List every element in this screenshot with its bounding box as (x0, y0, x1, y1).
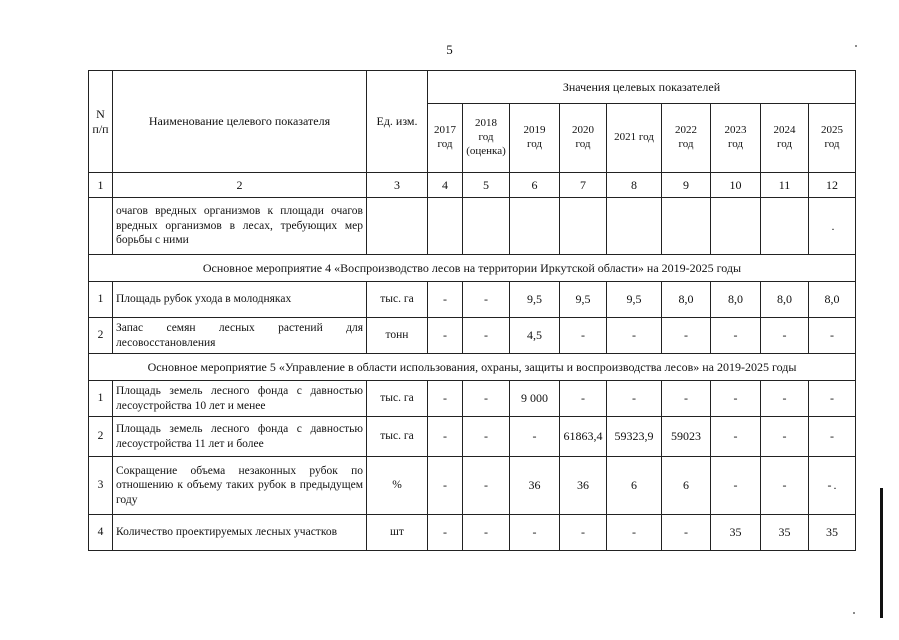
header-values: Значения целевых показателей (428, 71, 856, 104)
indicator-value (428, 381, 463, 417)
indicator-value (607, 515, 662, 551)
column-number: 5 (463, 173, 510, 198)
indicator-value (711, 417, 761, 457)
indicator-value (560, 515, 607, 551)
indicator-unit: % (367, 457, 428, 515)
indicator-value (809, 282, 856, 318)
column-number: 1 (89, 173, 113, 198)
section-row (89, 354, 856, 381)
value-text: - (684, 391, 688, 405)
indicator-value (463, 417, 510, 457)
indicator-value (809, 198, 856, 255)
header-year (560, 104, 607, 173)
indicator-value (428, 318, 463, 354)
indicator-value (510, 417, 560, 457)
column-number: 4 (428, 173, 463, 198)
header-year (809, 104, 856, 173)
indicator-value (711, 515, 761, 551)
header-name: Наименование целевого показателя (113, 71, 367, 173)
row-number: 2 (89, 318, 113, 354)
header-year (510, 104, 560, 173)
indicator-value (560, 457, 607, 515)
column-number: 6 (510, 173, 560, 198)
value-text: - (632, 391, 636, 405)
indicator-value (809, 457, 856, 515)
value-text: - (443, 292, 447, 306)
value-text: 4,5 (527, 328, 542, 342)
value-text: - (581, 525, 585, 539)
value-text: - (443, 478, 447, 492)
year-suffix: год (678, 138, 694, 150)
value-text: - (733, 478, 738, 492)
value-text: - (782, 478, 787, 492)
year-label: 2023 (724, 124, 747, 137)
trailing-mark: . (831, 218, 835, 233)
indicator-value (809, 381, 856, 417)
indicator-value (510, 457, 560, 515)
year-label: 2019 (523, 124, 546, 137)
value-text: - (827, 478, 832, 492)
year-suffix: год (776, 138, 793, 150)
value-text: - (484, 525, 488, 539)
row-number: 1 (89, 381, 113, 417)
section-title: Основное мероприятие 4 «Воспроизводство лесов на территории Иркутской области» на 2019-2025 годы (89, 255, 856, 282)
indicator-value (560, 318, 607, 354)
indicator-value (662, 381, 711, 417)
indicator-value (428, 198, 463, 255)
indicator-value (711, 318, 761, 354)
indicator-unit: тыс. га (367, 282, 428, 318)
header-year (711, 104, 761, 173)
indicator-value (662, 282, 711, 318)
header-year (761, 104, 809, 173)
page-edge-bar (880, 488, 883, 618)
scan-speck (853, 612, 855, 614)
indicator-name: Площадь земель лесного фонда с давностью лесоустройства 10 лет и менее (113, 381, 367, 417)
indicator-name: Сокращение объема незаконных рубок по отношению к объему таких рубок в предыдущем году (113, 457, 367, 515)
year-suffix: год (526, 138, 543, 150)
indicator-value (711, 198, 761, 255)
value-text: - (484, 292, 488, 306)
value-text: 36 (577, 478, 589, 492)
indicator-value (761, 417, 809, 457)
year-label: 2020 (572, 124, 594, 137)
value-text: 8,0 (824, 292, 840, 306)
column-number: 10 (711, 173, 761, 198)
indicator-value (809, 318, 856, 354)
indicator-name: очагов вредных организмов к площади очагов вредных организмов в лесах, требующих мер борьбы с ними (113, 198, 367, 255)
value-text: - (484, 328, 488, 342)
year-suffix: год (478, 131, 494, 144)
value-text: - (782, 391, 787, 405)
value-text: - (581, 328, 585, 342)
indicator-unit: тыс. га (367, 417, 428, 457)
indicator-name: Площадь земель лесного фонда с давностью лесоустройства 11 лет и более (113, 417, 367, 457)
section-title: Основное мероприятие 5 «Управление в области использования, охраны, защиты и воспроизводства лесов» на 2019-2025 годы (89, 354, 856, 381)
section-row (89, 255, 856, 282)
value-text: 59323,9 (614, 429, 654, 443)
value-text: 6 (631, 478, 637, 492)
indicator-unit (367, 198, 428, 255)
indicator-value (463, 515, 510, 551)
indicator-value (510, 198, 560, 255)
indicator-value (607, 282, 662, 318)
value-text: - (484, 429, 488, 443)
indicator-name: Площадь рубок ухода в молодняках (113, 282, 367, 318)
value-text: - (484, 391, 488, 405)
indicator-value (428, 515, 463, 551)
indicator-value (809, 417, 856, 457)
year-suffix: год (437, 138, 453, 150)
column-number: 2 (113, 173, 367, 198)
year-label: 2018 (475, 117, 497, 130)
value-text: - (684, 525, 688, 539)
year-label: 2017 (434, 124, 456, 137)
table-row (89, 282, 856, 318)
table-row (89, 417, 856, 457)
value-text: - (484, 478, 488, 492)
indicator-value (761, 318, 809, 354)
value-text: - (443, 328, 447, 342)
column-number: 7 (560, 173, 607, 198)
value-text: - (733, 429, 738, 443)
indicator-value (809, 515, 856, 551)
indicator-value (662, 318, 711, 354)
indicator-value (607, 318, 662, 354)
value-text: - (443, 391, 447, 405)
indicator-value (428, 282, 463, 318)
value-text: - (830, 328, 834, 342)
value-text: 6 (683, 478, 689, 492)
value-text: 8,0 (728, 292, 743, 306)
value-text: - (782, 429, 787, 443)
header-year (463, 104, 510, 173)
indicator-value (761, 457, 809, 515)
trailing-mark: . (833, 478, 837, 492)
table-row (89, 381, 856, 417)
value-text: - (733, 328, 738, 342)
year-suffix: год (727, 138, 744, 150)
indicator-value (761, 282, 809, 318)
value-text: - (443, 525, 447, 539)
indicator-value (607, 198, 662, 255)
value-text: - (632, 328, 636, 342)
table-row (89, 457, 856, 515)
indicator-value (662, 417, 711, 457)
indicator-value (711, 282, 761, 318)
indicator-value (761, 515, 809, 551)
indicator-value (510, 381, 560, 417)
row-number: 4 (89, 515, 113, 551)
year-label: 2025 (821, 124, 843, 137)
column-number-row (89, 173, 856, 198)
scan-speck (855, 45, 857, 47)
indicator-value (662, 198, 711, 255)
value-text: - (782, 328, 787, 342)
value-text: 59023 (671, 429, 701, 443)
value-text: - (830, 429, 834, 443)
value-text: 9,5 (527, 292, 542, 306)
indicator-value (560, 282, 607, 318)
column-number: 8 (607, 173, 662, 198)
header-year (662, 104, 711, 173)
header-num: N п/п (89, 71, 113, 173)
indicator-unit: тыс. га (367, 381, 428, 417)
indicator-value (428, 457, 463, 515)
value-text: - (581, 391, 585, 405)
indicator-value (607, 457, 662, 515)
table-row (89, 318, 856, 354)
header-year (607, 104, 662, 173)
indicator-value (510, 282, 560, 318)
indicator-value (607, 381, 662, 417)
value-text: 9,5 (575, 292, 591, 306)
value-text: 61863,4 (563, 429, 603, 443)
indicator-value (463, 381, 510, 417)
indicator-value (607, 417, 662, 457)
year-note: (оценка) (466, 144, 506, 157)
table-row (89, 515, 856, 551)
indicator-value (463, 457, 510, 515)
indicator-unit: тонн (367, 318, 428, 354)
value-text: 9 000 (521, 391, 548, 405)
row-number: 2 (89, 417, 113, 457)
value-text: - (532, 525, 537, 539)
header-year (428, 104, 463, 173)
indicator-value (463, 318, 510, 354)
indicator-value (560, 198, 607, 255)
value-text: 35 (778, 525, 791, 539)
year-label: 2021 год (614, 131, 654, 144)
value-text: 8,0 (678, 292, 694, 306)
indicator-value (428, 417, 463, 457)
year-label: 2022 (675, 124, 697, 137)
row-number (89, 198, 113, 255)
value-text: - (443, 429, 447, 443)
column-number: 3 (367, 173, 428, 198)
indicator-value (711, 457, 761, 515)
indicator-value (463, 282, 510, 318)
indicator-value (761, 198, 809, 255)
year-suffix: год (824, 138, 840, 150)
column-number: 12 (809, 173, 856, 198)
column-number: 11 (761, 173, 809, 198)
value-text: 9,5 (626, 292, 642, 306)
year-suffix: год (575, 138, 591, 150)
value-text: - (632, 525, 636, 539)
indicator-value (463, 198, 510, 255)
value-text: - (733, 391, 738, 405)
target-indicators-table (88, 70, 856, 551)
header-unit: Ед. изм. (367, 71, 428, 173)
page-number: 5 (446, 42, 453, 57)
indicator-name: Количество проектируемых лесных участков (113, 515, 367, 551)
value-text: - (830, 391, 834, 405)
indicator-value (560, 417, 607, 457)
indicator-value (711, 381, 761, 417)
indicator-value (662, 457, 711, 515)
indicator-value (560, 381, 607, 417)
value-text: 35 (729, 525, 742, 539)
value-text: - (684, 328, 688, 342)
indicator-value (761, 381, 809, 417)
indicator-value (510, 515, 560, 551)
row-number: 3 (89, 457, 113, 515)
value-text: 35 (826, 525, 838, 539)
year-label: 2024 (773, 124, 796, 137)
value-text: - (532, 429, 537, 443)
indicator-unit: шт (367, 515, 428, 551)
header-row-top (89, 71, 856, 104)
value-text: 36 (528, 478, 541, 492)
indicator-value (510, 318, 560, 354)
value-text: 8,0 (777, 292, 792, 306)
column-number: 9 (662, 173, 711, 198)
indicator-value (662, 515, 711, 551)
row-number: 1 (89, 282, 113, 318)
table-row (89, 198, 856, 255)
indicator-name: Запас семян лесных растений для лесовосстановления (113, 318, 367, 354)
